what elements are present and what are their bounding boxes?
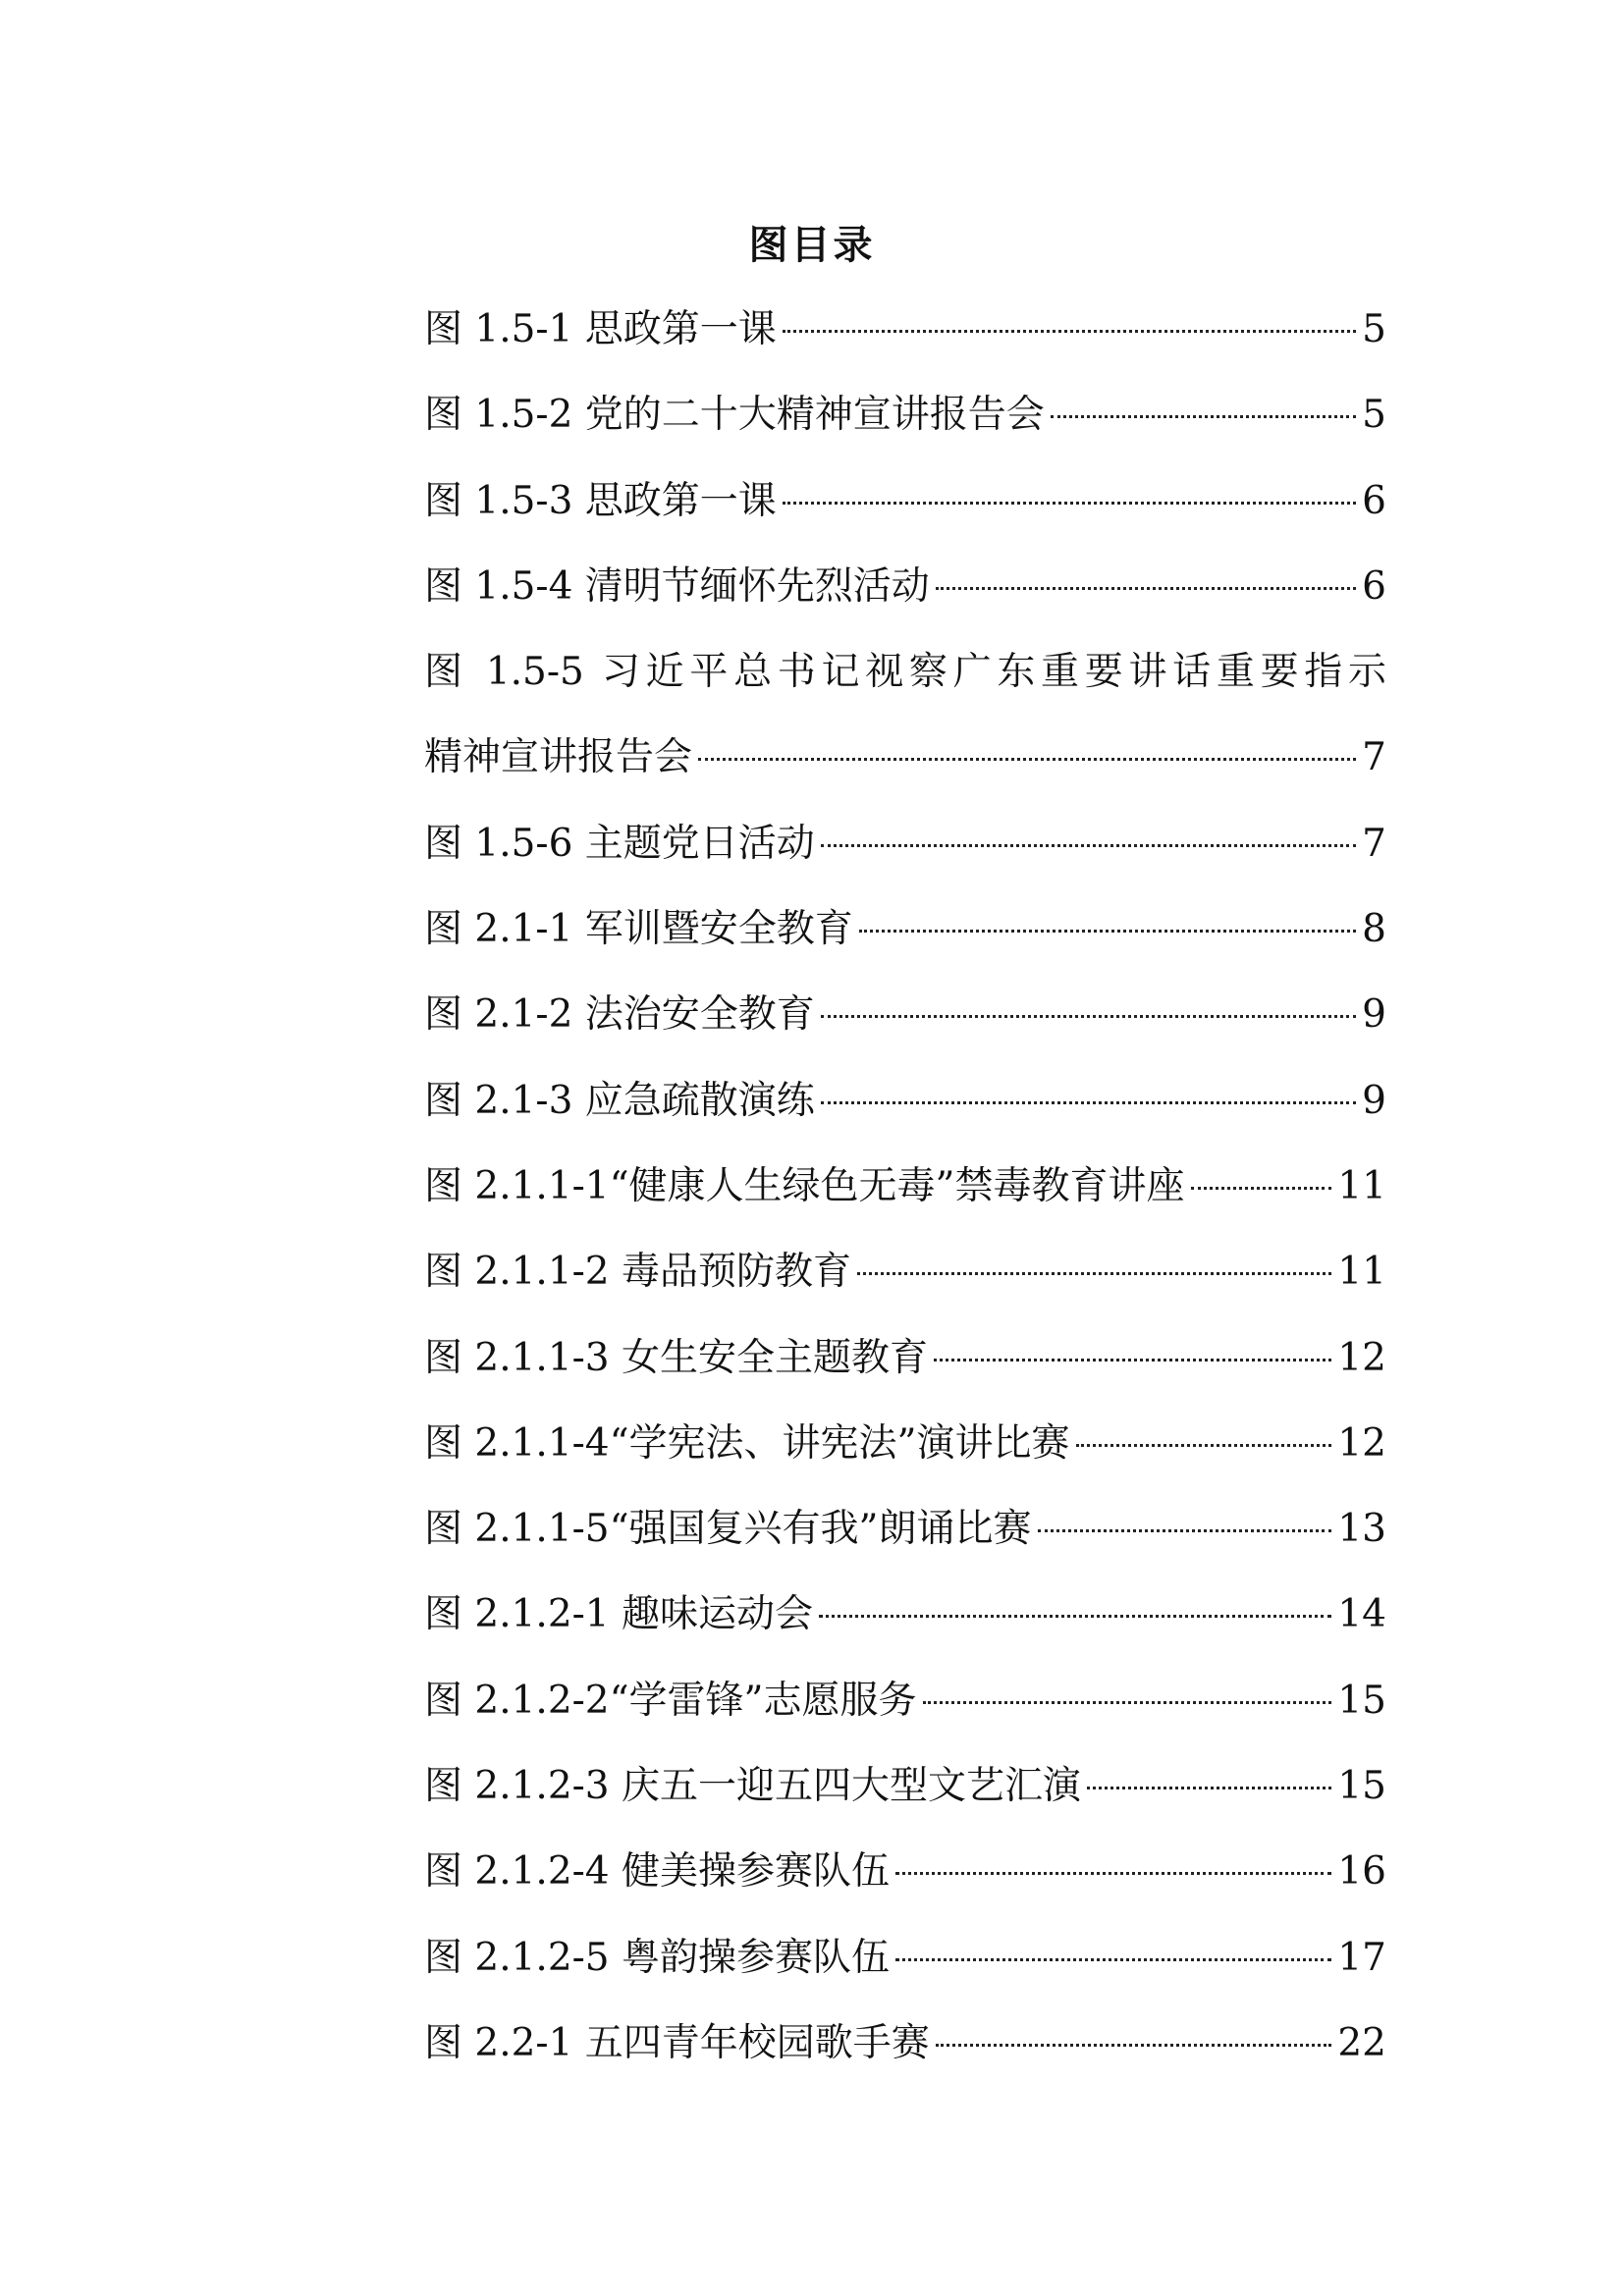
- toc-entry-label: 图 2.1.1-3 女生安全主题教育: [424, 1335, 929, 1380]
- toc-entry-continuation[interactable]: [424, 715, 1386, 800]
- toc-entry-page: 12: [1337, 1420, 1386, 1466]
- dot-leader: [821, 1015, 1356, 1018]
- toc-entry-page: 11: [1337, 1163, 1386, 1208]
- dot-leader: [821, 1101, 1356, 1104]
- dot-leader: [1051, 415, 1356, 418]
- dot-leader: [934, 1359, 1331, 1362]
- toc-entry-page: 22: [1337, 2020, 1386, 2065]
- toc-entry[interactable]: [424, 801, 1386, 886]
- toc-entry[interactable]: [424, 287, 1386, 372]
- dot-leader: [936, 587, 1356, 590]
- toc-entry-page: 13: [1337, 1507, 1386, 1552]
- dot-leader: [895, 1958, 1331, 1961]
- toc-entry-page: 6: [1362, 563, 1386, 609]
- toc-entry-label: 图 2.1.2-2“学雷锋”志愿服务: [424, 1678, 917, 1723]
- toc-entry-page: 14: [1337, 1592, 1386, 1637]
- toc-entry-label: 图 1.5-2 党的二十大精神宣讲报告会: [424, 393, 1045, 438]
- toc-entry[interactable]: [424, 372, 1386, 457]
- toc-entry[interactable]: [424, 1658, 1386, 1743]
- toc-entry-page: 11: [1337, 1250, 1386, 1295]
- toc-entry-page: 15: [1337, 1764, 1386, 1809]
- dot-leader: [1076, 1444, 1332, 1447]
- toc-entry-page: 17: [1337, 1935, 1386, 1980]
- toc-entry-label: 图 1.5-5 习近平总书记视察广东重要讲话重要指示: [424, 650, 1386, 695]
- toc-entry[interactable]: [424, 2001, 1386, 2086]
- toc-entry-page: 5: [1362, 307, 1386, 351]
- toc-entry-page: 9: [1362, 1078, 1386, 1123]
- toc-entry[interactable]: [424, 458, 1386, 544]
- toc-entry-label: 图 2.1.2-1 趣味运动会: [424, 1592, 814, 1637]
- dot-leader: [698, 758, 1356, 761]
- toc-entry[interactable]: [424, 1058, 1386, 1144]
- toc-entry-page: 9: [1362, 992, 1386, 1038]
- dot-leader: [1038, 1529, 1332, 1532]
- toc-entry-page: 15: [1337, 1678, 1386, 1723]
- dot-leader: [895, 1872, 1331, 1875]
- toc-entry-label: 图 2.1-3 应急疏散演练: [424, 1078, 815, 1123]
- toc-entry-label: 图 1.5-3 思政第一课: [424, 478, 777, 523]
- toc-entry-page: 7: [1362, 735, 1386, 780]
- dot-leader: [1087, 1787, 1331, 1789]
- toc-entry-label: 图 2.1.1-1“健康人生绿色无毒”禁毒教育讲座: [424, 1163, 1185, 1208]
- figure-list: [424, 287, 1386, 2086]
- toc-entry-label: 图 2.1.2-5 粤韵操参赛队伍: [424, 1935, 891, 1980]
- toc-entry-label: 图 2.1.2-3 庆五一迎五四大型文艺汇演: [424, 1764, 1082, 1809]
- toc-entry[interactable]: [424, 629, 1386, 715]
- toc-entry-page: 7: [1362, 821, 1386, 866]
- toc-entry-page: 12: [1337, 1335, 1386, 1380]
- toc-entry-page: 6: [1362, 478, 1386, 523]
- toc-entry-label: 图 2.1-2 法治安全教育: [424, 992, 815, 1038]
- toc-entry[interactable]: [424, 1315, 1386, 1401]
- toc-entry[interactable]: [424, 1144, 1386, 1229]
- toc-entry-label: 图 2.1.1-2 毒品预防教育: [424, 1250, 852, 1295]
- dot-leader: [923, 1701, 1332, 1704]
- toc-entry-page: 8: [1362, 907, 1386, 952]
- dot-leader: [783, 330, 1356, 333]
- toc-entry[interactable]: [424, 1486, 1386, 1572]
- toc-entry-label: 图 2.1.1-4“学宪法、讲宪法”演讲比赛: [424, 1420, 1070, 1466]
- page-title: 图目录: [748, 222, 876, 268]
- toc-entry[interactable]: [424, 886, 1386, 972]
- toc-entry[interactable]: [424, 1915, 1386, 2001]
- toc-entry[interactable]: [424, 544, 1386, 629]
- toc-entry[interactable]: [424, 1743, 1386, 1829]
- toc-entry[interactable]: [424, 1401, 1386, 1486]
- toc-entry[interactable]: [424, 1572, 1386, 1657]
- toc-entry[interactable]: [424, 1229, 1386, 1314]
- dot-leader: [783, 502, 1356, 505]
- toc-entry-page: 16: [1337, 1849, 1386, 1895]
- toc-entry-label: 图 2.1.2-4 健美操参赛队伍: [424, 1849, 891, 1895]
- dot-leader: [936, 2044, 1332, 2047]
- toc-entry-label: 图 2.2-1 五四青年校园歌手赛: [424, 2020, 930, 2065]
- dot-leader: [1191, 1187, 1332, 1190]
- toc-entry-label: 图 2.1.1-5“强国复兴有我”朗诵比赛: [424, 1507, 1032, 1552]
- toc-entry-label-continued: 精神宣讲报告会: [424, 735, 693, 780]
- toc-entry[interactable]: [424, 972, 1386, 1057]
- dot-leader: [857, 1272, 1331, 1275]
- toc-entry-label: 图 2.1-1 军训暨安全教育: [424, 907, 853, 952]
- dot-leader: [859, 930, 1356, 933]
- toc-entry-label: 图 1.5-6 主题党日活动: [424, 821, 815, 866]
- toc-entry-page: 5: [1362, 393, 1386, 438]
- toc-entry-label: 图 1.5-1 思政第一课: [424, 307, 777, 351]
- toc-entry[interactable]: [424, 1829, 1386, 1914]
- toc-entry-label: 图 1.5-4 清明节缅怀先烈活动: [424, 563, 930, 609]
- dot-leader: [819, 1615, 1331, 1618]
- dot-leader: [821, 844, 1356, 847]
